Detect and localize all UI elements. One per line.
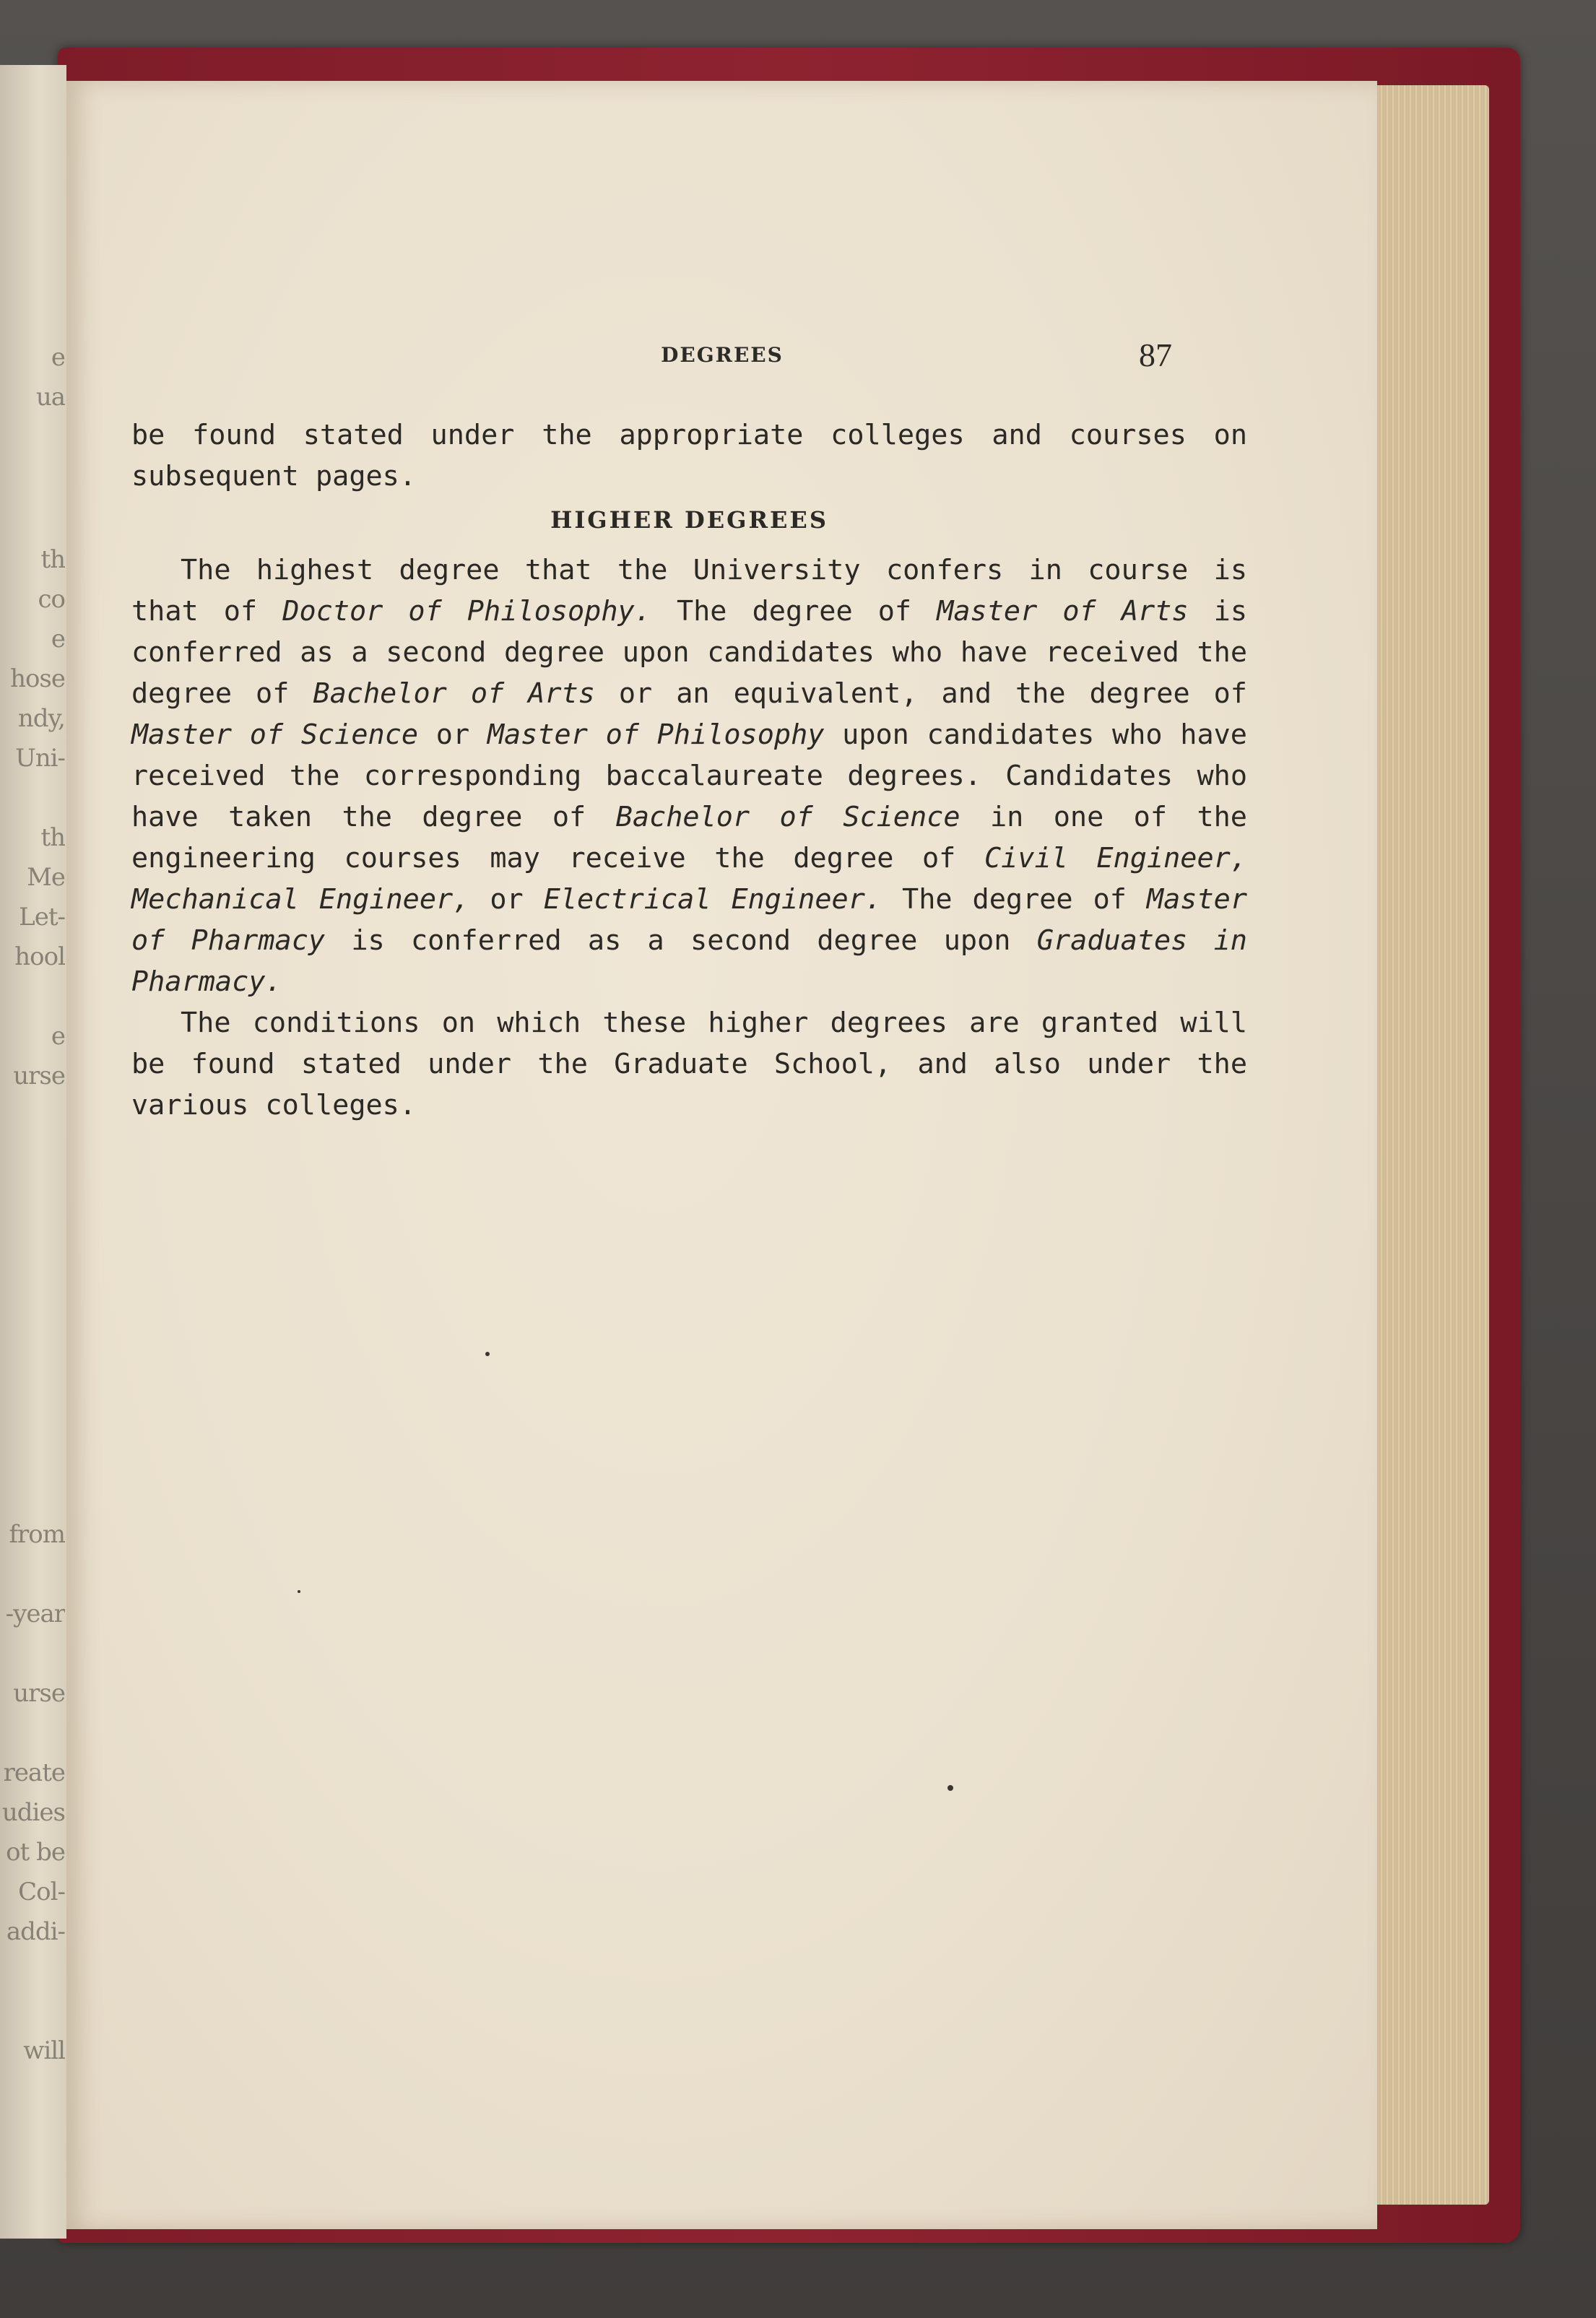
degree-name: Electrical Engineer.	[543, 883, 882, 916]
paper-speck	[947, 1785, 953, 1791]
facing-page-fragment: hose	[10, 664, 65, 693]
facing-page-fragment: co	[38, 585, 65, 614]
paragraph-text: is conferred as a second degree upon candidates who have received the degree of	[131, 595, 1247, 710]
facing-page-fragment: th	[40, 545, 65, 574]
facing-page-fragment: e	[51, 625, 65, 654]
facing-page-fragment: ot be	[6, 1838, 65, 1867]
degree-name: Doctor of Philosophy.	[282, 595, 651, 628]
facing-page-sliver	[0, 65, 66, 2239]
paragraph-text: is conferred as a second degree upon	[325, 924, 1037, 957]
facing-page-fragment: urse	[13, 1679, 65, 1708]
paragraph-text: in one of the engineering courses may receive the degree of	[131, 801, 1247, 874]
facing-page-fragment: Col-	[18, 1878, 65, 1906]
paragraph-text: or an equivalent, and the degree of	[594, 677, 1247, 710]
degree-name: Master of Pharmacy	[131, 883, 1247, 957]
page-edges	[1372, 85, 1489, 2205]
facing-page-fragment: Uni-	[15, 744, 65, 773]
paragraph-text: or	[469, 883, 544, 916]
page-number: 87	[1139, 337, 1172, 373]
page-body	[131, 414, 1247, 1126]
facing-page-fragment: reate	[3, 1758, 65, 1787]
paragraph-text: upon candidates who have received the corresponding baccalaureate degrees. Candidates who have taken the degree of	[131, 719, 1247, 833]
degree-name: Master of Philosophy	[487, 719, 825, 751]
facing-page-fragment: addi-	[6, 1917, 65, 1946]
facing-page-fragment: udies	[1, 1798, 65, 1827]
facing-page-fragment: will	[23, 2036, 65, 2065]
degree-name: Civil Engineer, Mechanical Engineer,	[131, 842, 1248, 916]
paragraph-text: The degree of	[651, 595, 937, 628]
degree-name: Bachelor of Arts	[313, 677, 595, 710]
paragraph-higher-degrees	[131, 550, 1247, 1002]
degree-name: Master of Arts	[937, 595, 1189, 628]
facing-page-fragment: ndy,	[17, 704, 65, 733]
page-header	[66, 337, 1377, 373]
paragraph-conditions: The conditions on which these higher degrees are granted will be found stated under the Graduate School, and also under the various colleges.	[131, 1007, 1247, 1121]
facing-page-fragment: -year	[5, 1599, 65, 1628]
paragraph-text: The degree of	[882, 883, 1147, 916]
paragraph-text: The highest degree that the University confers in course is that of	[131, 554, 1247, 628]
paper-speck	[485, 1352, 490, 1356]
degree-name: Bachelor of Science	[615, 801, 960, 833]
facing-page-fragment: Me	[27, 863, 65, 892]
book-page	[66, 81, 1377, 2229]
paper-speck	[298, 1590, 300, 1593]
degree-name: Graduates in Pharmacy.	[131, 924, 1247, 998]
facing-page-fragment: hool	[14, 942, 65, 971]
degree-name: Master of Science	[131, 719, 419, 751]
intro-paragraph: be found stated under the appropriate colleges and courses on subsequent pages.	[131, 419, 1247, 492]
facing-page-fragment: e	[51, 1022, 65, 1051]
section-heading: HIGHER DEGREES	[550, 506, 828, 534]
facing-page-fragment: ua	[35, 383, 65, 412]
facing-page-fragment: urse	[13, 1062, 65, 1090]
facing-page-fragment: Let-	[19, 903, 65, 932]
running-head: DEGREES	[661, 343, 784, 367]
paragraph-text: or	[418, 719, 487, 751]
facing-page-fragment: th	[40, 823, 65, 852]
facing-page-fragment: e	[51, 343, 65, 372]
facing-page-fragment: from	[9, 1520, 65, 1549]
